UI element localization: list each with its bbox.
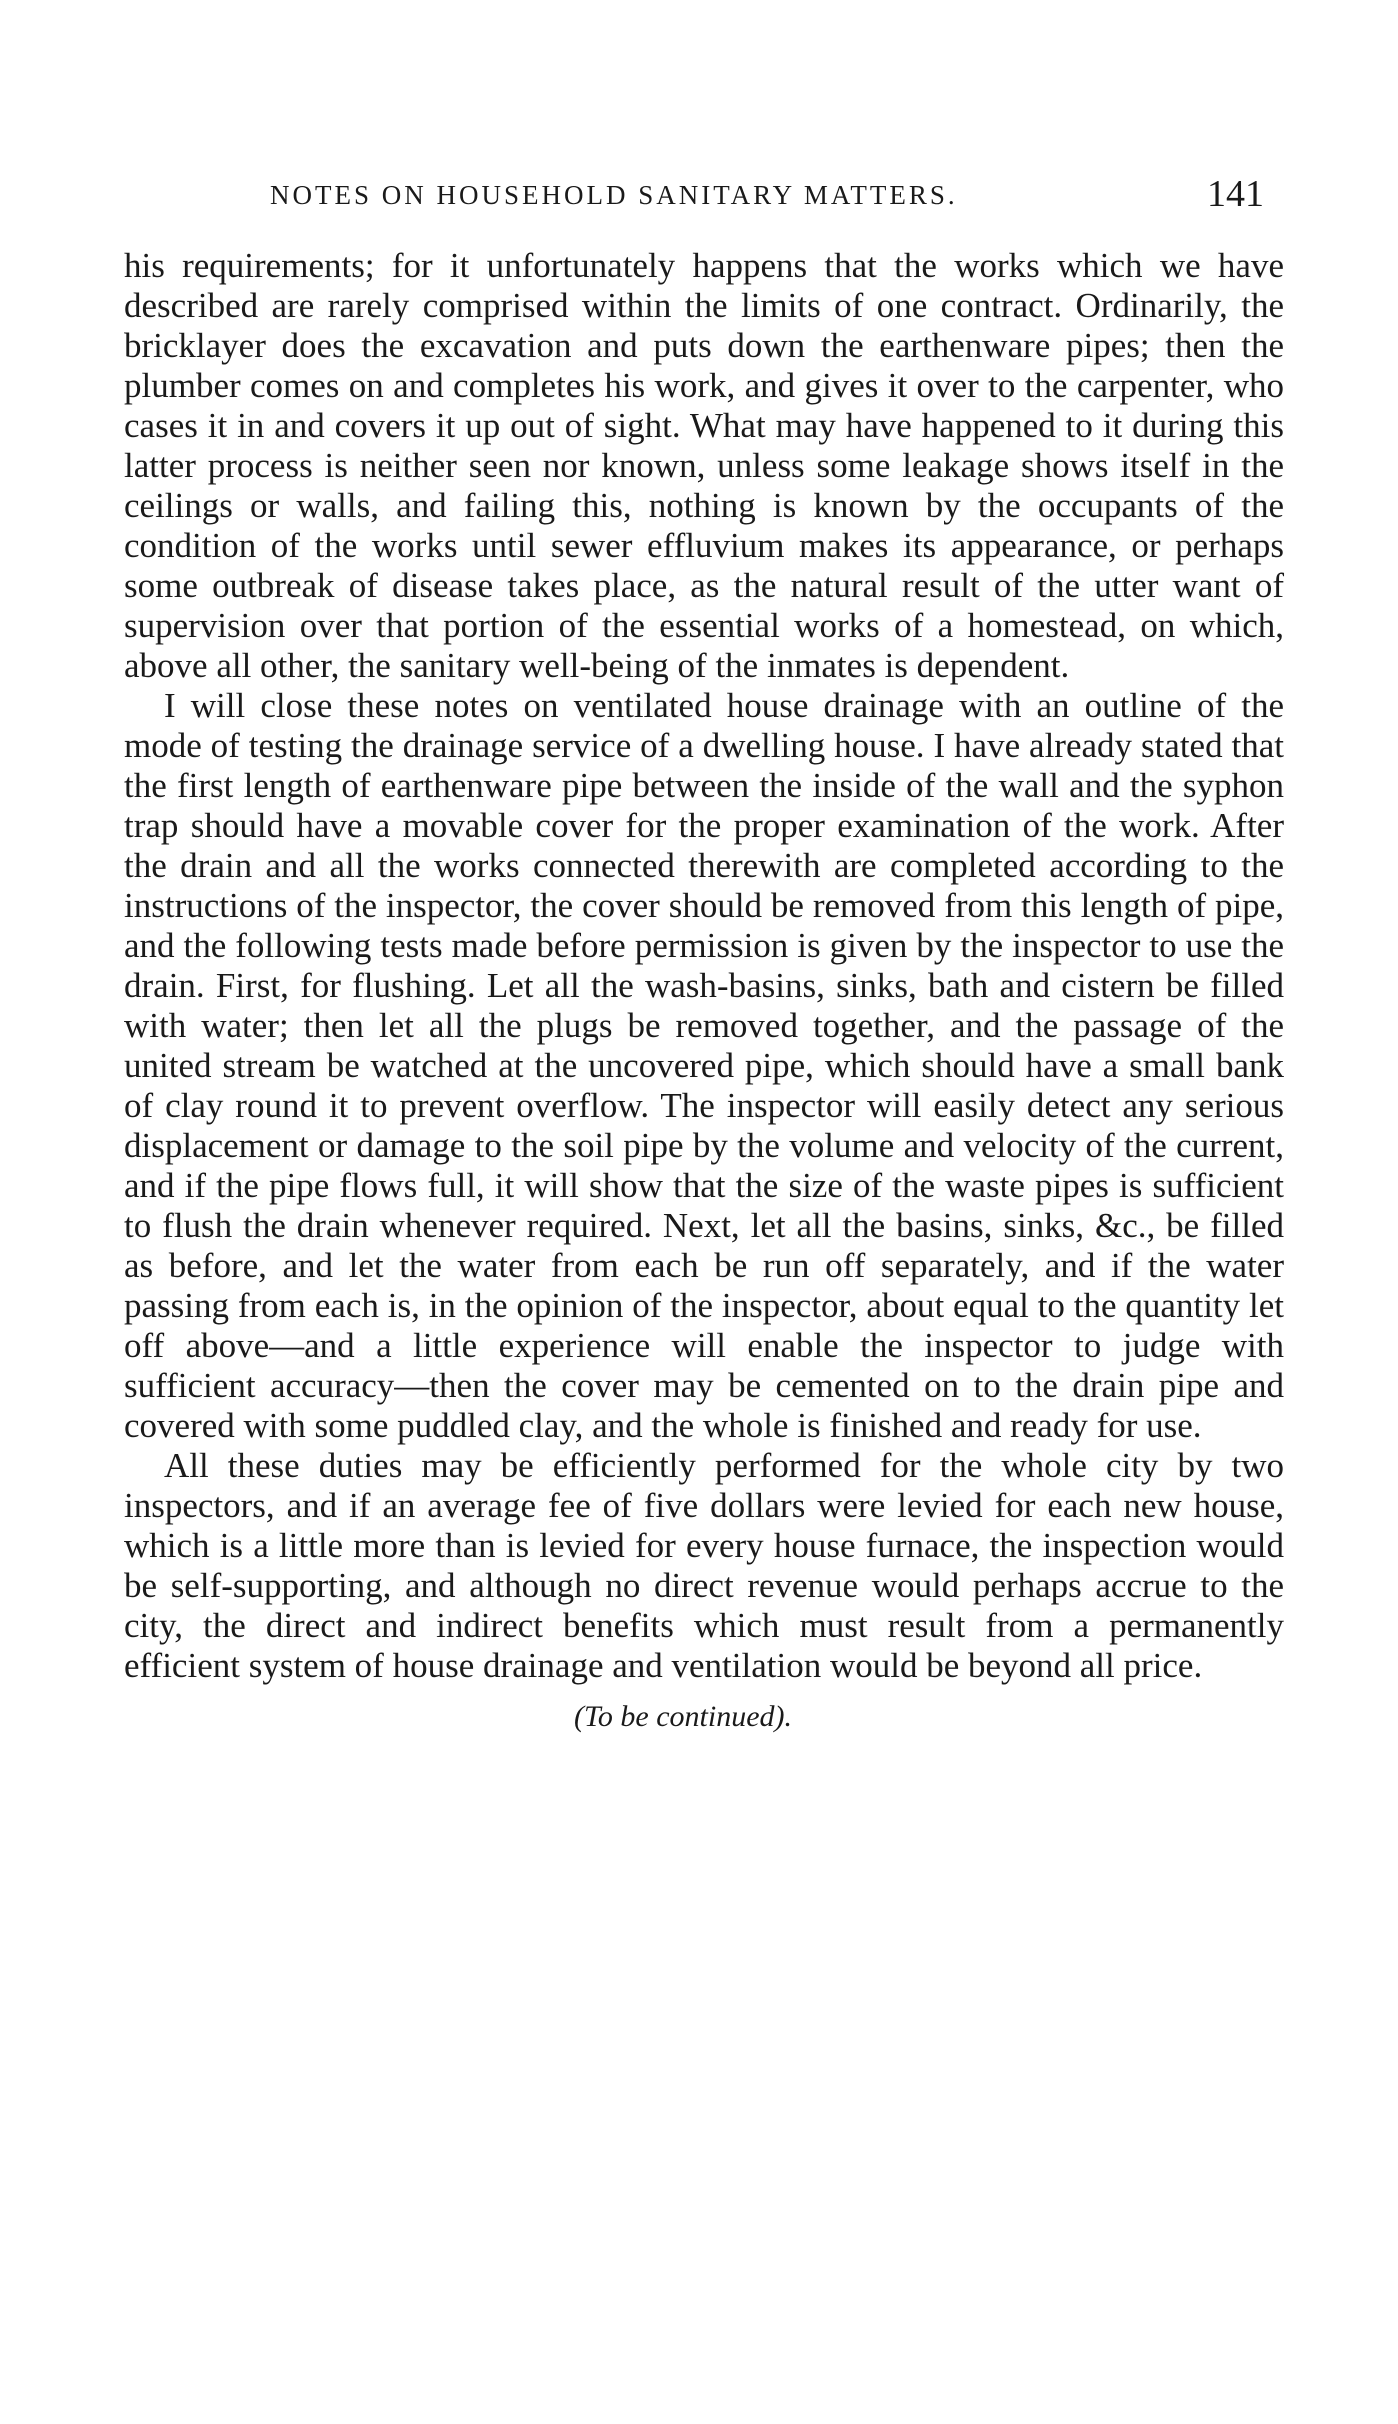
running-title: NOTES ON HOUSEHOLD SANITARY MATTERS. [270, 180, 958, 210]
body-text [124, 246, 1284, 1686]
to-be-continued-note: (To be continued). [574, 1700, 793, 1733]
page-number: 141 [1207, 173, 1264, 215]
book-page [124, 173, 1284, 1734]
running-head [124, 173, 1284, 224]
paragraph-3: All these duties may be efficiently performed for the whole city by two inspectors, and if an average fee of five dollars were levied for each new house, which is a little more than is levied for every house furnace, the inspection would be self-supporting, and although no direct revenue would perhaps accrue to the city, the direct and indirect benefits which must result from a permanently efficient system of house drainage and ventilation would be beyond all price. [124, 1446, 1284, 1685]
paragraph-1: his requirements; for it unfortunately happens that the works which we have described are rarely comprised within the limits of one contract. Ordinarily, the bricklayer does the excavation and puts down the earthenware pipes; then the plumber comes on and completes his work, and gives it over to the carpenter, who cases it in and covers it up out of sight. What may have happened to it during this latter process is neither seen nor known, unless some leakage shows itself in the ceilings or walls, and failing this, nothing is known by the occupants of the condition of the works until sewer effluvium makes its appearance, or perhaps some outbreak of disease takes place, as the natural result of the utter want of supervision over that portion of the essential works of a homestead, on which, above all other, the sanitary well-being of the inmates is dependent. [124, 246, 1284, 685]
paragraph-2: I will close these notes on ventilated house drainage with an outline of the mode of testing the drainage service of a dwelling house. I have already stated that the first length of earthenware pipe between the inside of the wall and the syphon trap should have a movable cover for the proper examination of the work. After the drain and all the works connected therewith are completed according to the instructions of the inspector, the cover should be removed from this length of pipe, and the following tests made before permission is given by the inspector to use the drain. First, for flushing. Let all the wash-basins, sinks, bath and cistern be filled with water; then let all the plugs be removed together, and the passage of the united stream be watched at the uncovered pipe, which should have a small bank of clay round it to prevent overflow. The inspector will easily detect any serious displacement or damage to the soil pipe by the volume and velocity of the current, and if the pipe flows full, it will show that the size of the waste pipes is sufficient to flush the drain whenever required. Next, let all the basins, sinks, &c., be filled as before, and let the water from each be run off separately, and if the water passing from each is, in the opinion of the inspector, about equal to the quantity let off above—and a little experience will enable the inspector to judge with sufficient accuracy—then the cover may be cemented on to the drain pipe and covered with some puddled clay, and the whole is finished and ready for use. [124, 686, 1284, 1445]
